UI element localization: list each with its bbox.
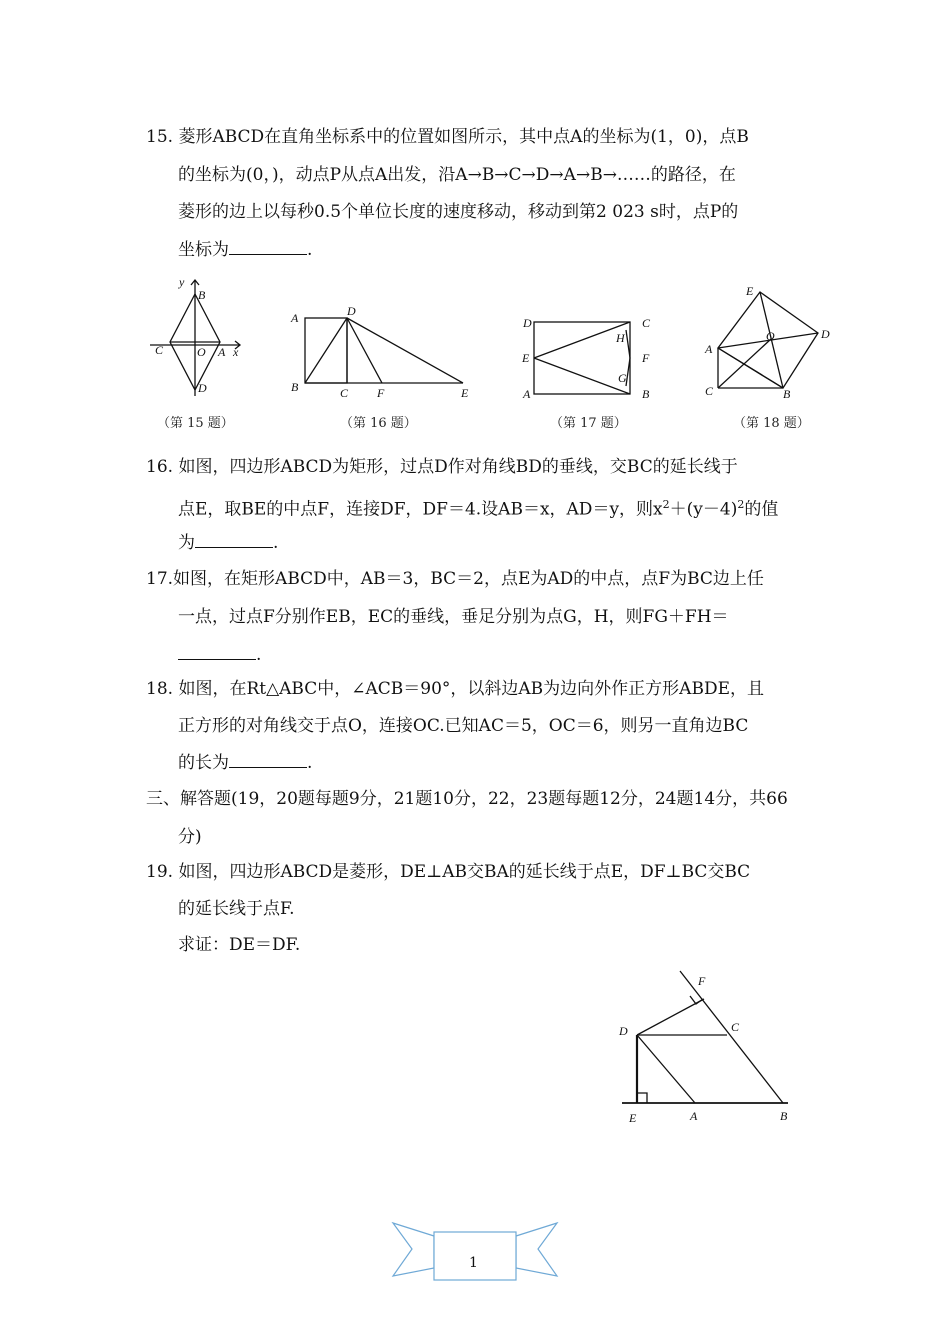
fig17-label-C: C [642,316,651,330]
fig18-label-A: A [705,342,713,356]
fig15-label-O: O [197,345,206,359]
figure-17 [518,312,658,402]
fig16-label-C: C [340,386,349,400]
caption-17: （第 17 题） [550,416,627,431]
fig17-label-E: E [522,351,530,365]
fig16-label-E: E [461,386,469,400]
fig16-label-A: A [291,311,299,325]
section3-heading-cont: 分) [178,827,202,847]
fig19-label-D: D [619,1024,628,1038]
figure-19 [610,965,810,1130]
fig19-label-E: E [629,1111,637,1125]
q15-line4: 坐标为 . [178,240,313,260]
fig17-label-B: B [642,387,650,401]
q18-line1: 18. 如图，在Rt△ABC中，∠ACB＝90°，以斜边AB为边向外作正方形ABDE，且 [146,679,764,699]
caption-16: （第 16 题） [340,416,417,431]
q18-line2: 正方形的对角线交于点O，连接OC.已知AC＝5，OC＝6，则另一直角边BC [178,716,749,736]
q16-line1: 16. 如图，四边形ABCD为矩形，过点D作对角线BD的垂线，交BC的延长线于 [146,457,738,477]
q18-line3: 的长为 . [178,753,313,773]
q17-line3: . [178,643,261,667]
figure-16 [285,305,480,400]
q15-line1: 15. 菱形ABCD在直角坐标系中的位置如图所示，其中点A的坐标为(1，0)，点B [146,127,749,147]
q16-line2: 点E，取BE的中点F，连接DF，DF＝4.设AB＝x，AD＝y，则$x^2+(y-4)^2$的值 [178,498,779,520]
fig18-label-E: E [746,284,754,298]
q19-line1: 19. 如图，四边形ABCD是菱形，DE⊥AB交BA的延长线于点E，DF⊥BC交BC [146,862,751,882]
fig17-label-H: H [616,331,625,345]
fig16-label-D: D [347,305,356,318]
fig18-label-C: C [705,384,714,398]
fig16-label-B: B [291,380,299,394]
fig19-label-C: C [731,1020,740,1034]
figure-15 [145,272,250,402]
caption-18: （第 18 题） [733,416,810,431]
caption-15: （第 15 题） [157,416,234,431]
fig19-label-B: B [780,1109,788,1123]
fig17-label-G: G [618,371,627,385]
fig18-label-B: B [783,387,791,400]
answer-blank[interactable] [229,751,307,768]
q17-line1: 17.如图，在矩形ABCD中，AB＝3，BC＝2，点E为AD的中点，点F为BC边上任 [146,569,764,589]
q17-line2: 一点，过点F分别作EB，EC的垂线，垂足分别为点G，H，则FG＋FH＝ [178,607,729,627]
fig18-label-O: O [766,329,775,343]
q19-line2: 的延长线于点F. [178,899,295,919]
fig19-label-A: A [690,1109,698,1123]
fig15-label-A: A [218,345,226,359]
answer-blank[interactable] [229,238,307,255]
fig17-label-A: A [523,387,531,401]
answer-blank[interactable] [195,531,273,548]
fig15-label-y: y [179,275,185,289]
fig17-label-F: F [642,351,650,365]
fig15-label-B: B [198,288,206,302]
fig19-label-F: F [698,974,706,988]
fig18-label-D: D [821,327,830,341]
section3-heading: 三、解答题(19，20题每题9分，21题10分，22，23题每题12分，24题14分，共66 [146,789,788,809]
q16-line3: 为 . [178,533,279,553]
fig15-label-x: x [233,345,239,359]
page-number: 1 [469,1255,478,1271]
fig17-label-D: D [523,316,532,330]
answer-blank[interactable] [178,643,256,660]
figure-18 [700,280,840,400]
fig15-label-D: D [198,381,207,395]
fig16-label-F: F [377,386,385,400]
q15-line3: 菱形的边上以每秒0.5个单位长度的速度移动，移动到第2 023 s时，点P的 [178,202,739,222]
fig15-label-C: C [155,343,164,357]
q15-line2: 的坐标为(0，)，动点P从点A出发，沿A→B→C→D→A→B→……的路径，在 [178,165,736,185]
q19-line3: 求证：DE＝DF. [178,935,301,955]
